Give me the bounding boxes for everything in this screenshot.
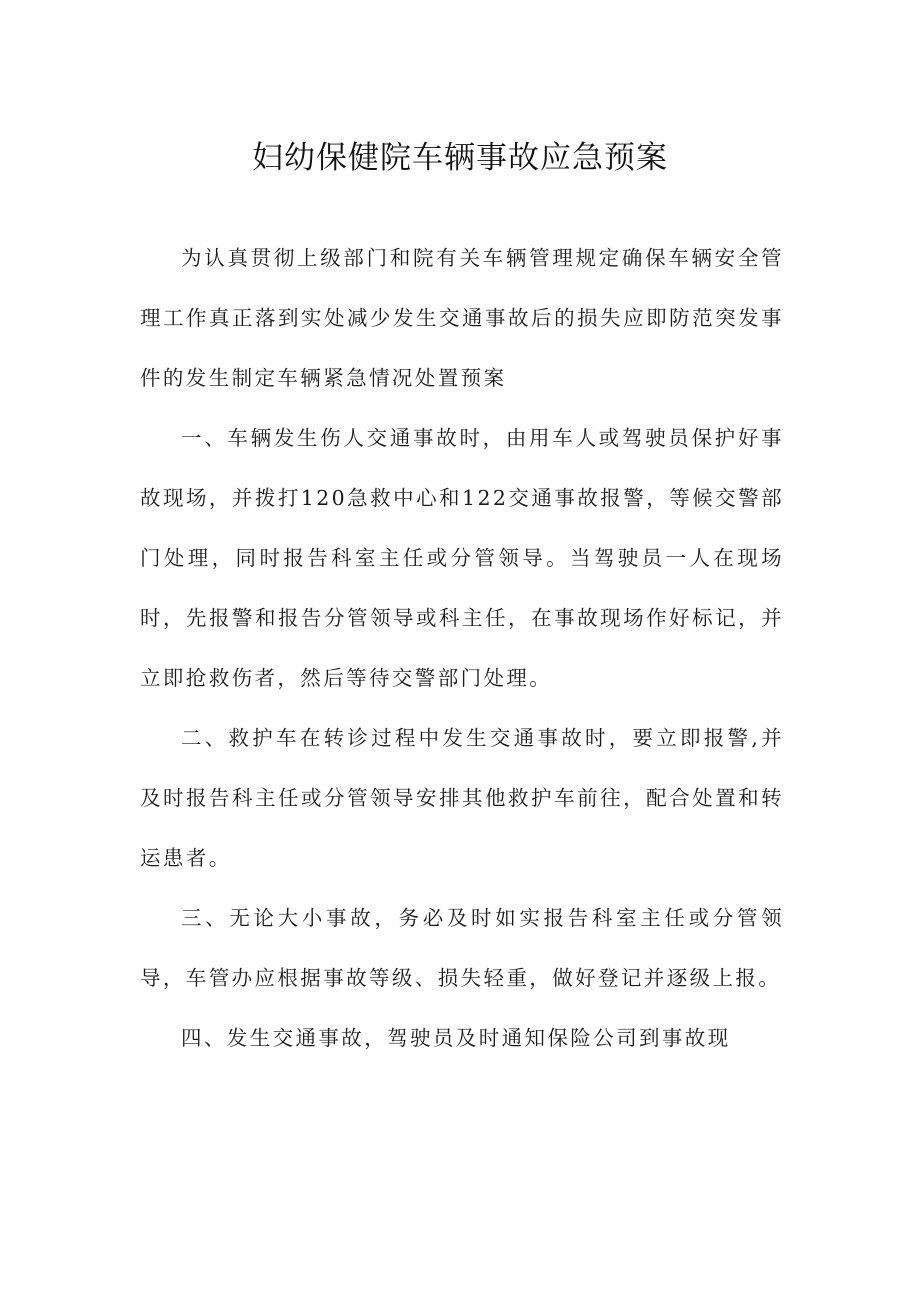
paragraph-section-3: 三、无论大小事故，务必及时如实报告科室主任或分管领导，车管办应根据事故等级、损失轻重，做好登记并逐级上报。 (140, 906, 784, 990)
document-title: 妇幼保健院车辆事故应急预案 (252, 140, 668, 176)
paragraph-section-4: 四、发生交通事故，驾驶员及时通知保险公司到事故现 (181, 1026, 731, 1050)
paragraph-section-1: 一、车辆发生伤人交通事故时，由用车人或驾驶员保护好事故现场，并拨打120急救中心和122交通事故报警，等候交警部门处理，同时报告科室主任或分管领导。当驾驶员一人在现场时，先报警和报告分管领导或科主任，在事故现场作好标记，并立即抢救伤者，然后等待交警部门处理。 (140, 426, 784, 690)
paragraph-section-2: 二、救护车在转诊过程中发生交通事故时，要立即报警,并及时报告科主任或分管领导安排其他救护车前往，配合处置和转运患者。 (140, 726, 784, 870)
document-body (140, 228, 784, 1068)
paragraph-intro: 为认真贯彻上级部门和院有关车辆管理规定确保车辆安全管理工作真正落到实处减少发生交通事故后的损失应即防范突发事件的发生制定车辆紧急情况处置预案 (140, 246, 784, 390)
